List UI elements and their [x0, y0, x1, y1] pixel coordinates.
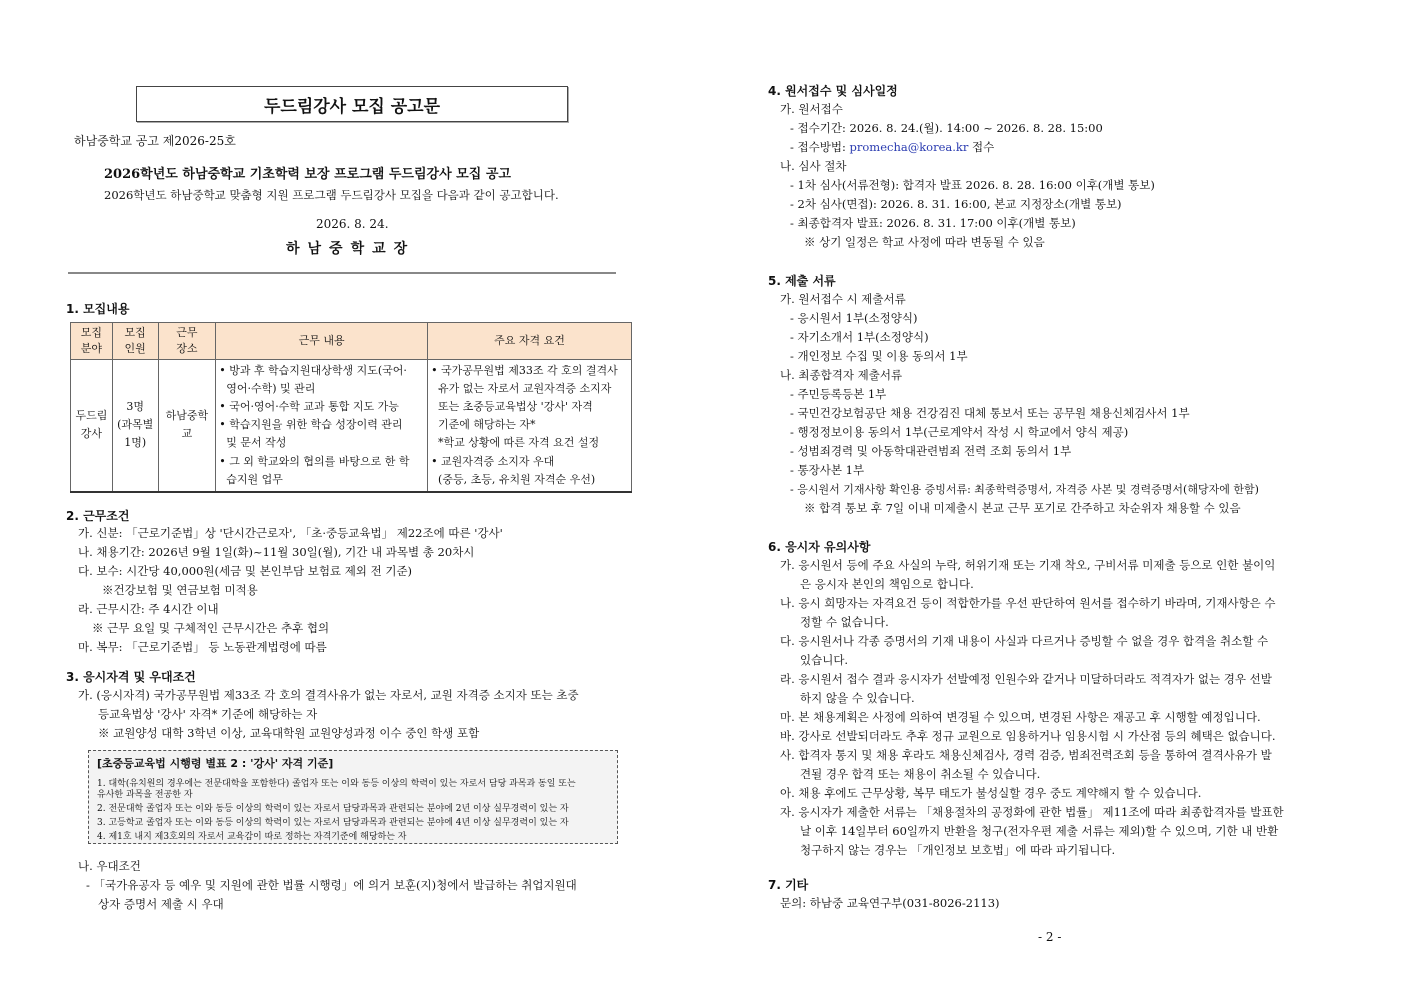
table-cell-line: 및 문서 작성	[219, 436, 287, 450]
recruitment-table	[70, 322, 632, 493]
doc-item: - 자기소개서 1부(소정양식)	[790, 330, 929, 344]
header-duties: 근무 내용	[216, 323, 428, 360]
table-cell-line: (중등, 초등, 유치원 자격순 우선)	[431, 472, 596, 486]
principal-signature: 하남중학교장	[286, 241, 416, 257]
preferred-heading: 나. 우대조건	[78, 859, 141, 873]
left-column	[66, 0, 636, 992]
review-step: - 1차 심사(서류전형): 합격자 발표 2026. 8. 28. 16:00 이후(개별 통보)	[790, 178, 1155, 192]
header-count: 모집 인원	[112, 323, 158, 360]
review-step: - 최종합격자 발표: 2026. 8. 31. 17:00 이후(개별 통보)	[790, 216, 1076, 230]
cell-field: 두드림 강사	[71, 359, 113, 491]
section-4-heading: 4. 원서접수 및 심사일정	[768, 84, 898, 98]
caution-line: 청구하지 않는 경우는 「개인정보 보호법」에 따라 파기됩니다.	[800, 843, 1116, 857]
notice-subtitle: 2026학년도 하남중학교 기초학력 보장 프로그램 두드림강사 모집 공고	[104, 167, 511, 182]
box-item: 3. 고등학교 졸업자 또는 이와 동등 이상의 학력이 있는 자로서 담당과목과 관련되는 분야에 4년 이상 실무경력이 있는 자	[97, 818, 569, 828]
table-cell-line: 영어·수학) 및 관리	[219, 382, 316, 396]
table-cell-line: • 교원자격증 소지자 우대	[431, 454, 555, 468]
notice-title: 두드림강사 모집 공고문	[136, 86, 568, 122]
condition-period: 나. 채용기간: 2026년 9월 1일(화)~11월 30일(월), 기간 내 과목별 총 20차시	[78, 545, 475, 559]
notice-intro: 2026학년도 하남중학교 맞춤형 지원 프로그램 두드림강사 모집을 다음과 같이 공고합니다.	[104, 188, 559, 202]
caution-line: 바. 강사로 선발되더라도 추후 정규 교원으로 임용하거나 임용시험 시 가산점 등의 혜택은 없습니다.	[780, 729, 1276, 743]
cell-place: 하남중학교	[158, 359, 216, 491]
application-heading: 가. 원서접수	[780, 102, 843, 116]
docs-heading: 가. 원서접수 시 제출서류	[780, 292, 906, 306]
table-row	[71, 359, 632, 491]
page-number: - 2 -	[1038, 930, 1062, 944]
review-step: - 2차 심사(면접): 2026. 8. 31. 16:00, 본교 지정장소(개별 통보)	[790, 197, 1122, 211]
section-5-heading: 5. 제출 서류	[768, 274, 836, 288]
doc-item: - 국민건강보험공단 채용 건강검진 대체 통보서 또는 공무원 채용신체검사서 1부	[790, 406, 1190, 420]
qualification-note: ※ 교원양성 대학 3학년 이상, 교육대학원 교원양성과정 이수 중인 학생 포함	[98, 726, 480, 740]
method-label: - 접수방법:	[790, 140, 850, 154]
header-place: 근무 장소	[158, 323, 216, 360]
cell-qualifications	[428, 359, 632, 491]
condition-hours-note: ※ 근무 요일 및 구체적인 근무시간은 추후 협의	[92, 621, 330, 635]
caution-line: 마. 본 채용계획은 사정에 의하여 변경될 수 있으며, 변경된 사항은 재공고 후 시행할 예정입니다.	[780, 710, 1261, 724]
contact-info: 문의: 하남중 교육연구부(031-8026-2113)	[780, 896, 1000, 910]
section-2-heading: 2. 근무조건	[66, 509, 130, 523]
box-item: 유사한 과목을 전공한 자	[97, 790, 193, 800]
email-link[interactable]: promecha@korea.kr	[849, 140, 969, 154]
condition-hours: 라. 근무시간: 주 4시간 이내	[78, 602, 219, 616]
table-cell-line: 기준에 해당하는 자*	[431, 418, 536, 432]
right-column	[768, 0, 1348, 992]
preferred-line: 상자 증명서 제출 시 우대	[98, 897, 224, 911]
caution-line: 견될 경우 합격 또는 채용이 취소될 수 있습니다.	[800, 767, 1041, 781]
table-cell-line: *학교 상황에 따른 자격 요건 설정	[431, 436, 600, 450]
caution-line: 은 응시자 본인의 책임으로 합니다.	[800, 577, 974, 591]
box-item: 2. 전문대학 졸업자 또는 이와 동등 이상의 학력이 있는 자로서 담당과목과 관련되는 분야에 2년 이상 실무경력이 있는 자	[97, 804, 569, 814]
table-header-row	[71, 323, 632, 360]
table-cell-line: 습지원 업무	[219, 472, 283, 486]
qualification-line: 가. (응시자격) 국가공무원법 제33조 각 호의 결격사유가 없는 자로서, 교원 자격증 소지자 또는 초중	[78, 688, 579, 702]
table-cell-line: • 국가공무원법 제33조 각 호의 결격사	[431, 363, 618, 377]
condition-pay: 다. 보수: 시간당 40,000원(세금 및 본인부담 보험료 제외 전 기준)	[78, 564, 413, 578]
section-1-heading: 1. 모집내용	[66, 302, 130, 316]
cell-duties	[216, 359, 428, 491]
caution-line: 정할 수 없습니다.	[800, 615, 889, 629]
caution-line: 날 이후 14일부터 60일까지 반환을 청구(전자우편 제출 서류는 제외)할 수 있으며, 기한 내 반환	[800, 824, 1279, 838]
docs-note: ※ 합격 통보 후 7일 이내 미제출시 본교 근무 포기로 간주하고 차순위자 채용할 수 있음	[804, 501, 1241, 515]
doc-item: - 통장사본 1부	[790, 463, 865, 477]
table-cell-line: • 그 외 학교와의 협의를 바탕으로 한 학	[219, 454, 410, 468]
section-3-heading: 3. 응시자격 및 우대조건	[66, 670, 196, 684]
condition-duty: 마. 복무: 「근로기준법」 등 노동관계법령에 따름	[78, 640, 327, 654]
condition-pay-note: ※건강보험 및 연금보험 미적용	[102, 583, 258, 597]
application-method	[790, 139, 994, 155]
doc-item: - 응시원서 1부(소정양식)	[790, 311, 918, 325]
schedule-note: ※ 상기 일정은 학교 사정에 따라 변동될 수 있음	[804, 235, 1045, 249]
final-docs-heading: 나. 최종합격자 제출서류	[780, 368, 903, 382]
cell-count: 3명 (과목별 1명)	[112, 359, 158, 491]
caution-line: 가. 응시원서 등에 주요 사실의 누락, 허위기재 또는 기재 착오, 구비서류 미제출 등으로 인한 불이익	[780, 558, 1276, 572]
doc-item: - 행정정보이용 동의서 1부(근로계약서 작성 시 학교에서 양식 제공)	[790, 425, 1129, 439]
caution-line: 사. 합격자 통지 및 채용 후라도 채용신체검사, 경력 검증, 범죄전력조회 등을 통하여 결격사유가 발	[780, 748, 1272, 762]
doc-item: - 응시원서 기재사항 확인용 증빙서류: 최종학력증명서, 자격증 사본 및 경력증명서(해당자에 한함)	[790, 483, 1259, 496]
divider-line	[68, 272, 616, 274]
section-6-heading: 6. 응시자 유의사항	[768, 540, 871, 554]
box-item: 1. 대학(유치원의 경우에는 전문대학을 포함한다) 졸업자 또는 이와 동등 이상의 학력이 있는 자로서 담당 과목과 동일 또는	[97, 779, 576, 789]
notice-number: 하남중학교 공고 제2026-25호	[74, 134, 236, 148]
table-cell-line: • 학습지원을 위한 학습 성장이력 관리	[219, 418, 403, 432]
application-period: - 접수기간: 2026. 8. 24.(월). 14:00 ~ 2026. 8. 28. 15:00	[790, 121, 1103, 135]
table-cell-line: • 방과 후 학습지원대상학생 지도(국어·	[219, 363, 407, 377]
box-title: [초중등교육법 시행령 별표 2 : '강사' 자격 기준]	[97, 757, 334, 770]
condition-status: 가. 신분: 「근로기준법」상 '단시간근로자', 「초·중등교육법」 제22조에 따른 '강사'	[78, 526, 503, 540]
header-qualifications: 주요 자격 요건	[428, 323, 632, 360]
preferred-line: - 「국가유공자 등 예우 및 지원에 관한 법률 시행령」에 의거 보훈(지)청에서 발급하는 취업지원대	[86, 878, 577, 892]
notice-date: 2026. 8. 24.	[316, 217, 389, 231]
table-cell-line: 또는 초중등교육법상 '강사' 자격	[431, 400, 593, 414]
method-suffix: 접수	[968, 140, 995, 154]
caution-line: 하지 않을 수 있습니다.	[800, 691, 915, 705]
review-heading: 나. 심사 절차	[780, 159, 847, 173]
box-item: 4. 제1호 내지 제3호외의 자로서 교육감이 따로 정하는 자격기준에 해당하는 자	[97, 832, 407, 842]
header-field: 모집 분야	[71, 323, 113, 360]
section-7-heading: 7. 기타	[768, 878, 809, 892]
doc-item: - 개인정보 수집 및 이용 동의서 1부	[790, 349, 968, 363]
caution-line: 라. 응시원서 접수 결과 응시자가 선발예정 인원수와 같거나 미달하더라도 적격자가 없는 경우 선발	[780, 672, 1272, 686]
caution-line: 자. 응시자가 제출한 서류는 「채용절차의 공정화에 관한 법률」 제11조에 따라 최종합격자를 발표한	[780, 805, 1284, 819]
table-cell-line: 유가 없는 자로서 교원자격증 소지자	[431, 382, 612, 396]
caution-line: 다. 응시원서나 각종 증명서의 기재 내용이 사실과 다르거나 증빙할 수 없을 경우 합격을 취소할 수	[780, 634, 1269, 648]
caution-line: 있습니다.	[800, 653, 849, 667]
caution-line: 아. 채용 후에도 근무상황, 복무 태도가 불성실할 경우 중도 계약해지 할 수 있습니다.	[780, 786, 1202, 800]
table-cell-line: • 국어·영어·수학 교과 통합 지도 가능	[219, 400, 399, 414]
lecturer-qualification-box	[88, 750, 618, 844]
doc-item: - 성범죄경력 및 아동학대관련범죄 전력 조회 동의서 1부	[790, 444, 1072, 458]
caution-line: 나. 응시 희망자는 자격요건 등이 적합한가를 우선 판단하여 원서를 접수하기 바라며, 기재사항은 수	[780, 596, 1276, 610]
qualification-line: 등교육법상 '강사' 자격* 기준에 해당하는 자	[98, 707, 318, 721]
doc-item: - 주민등록등본 1부	[790, 387, 887, 401]
